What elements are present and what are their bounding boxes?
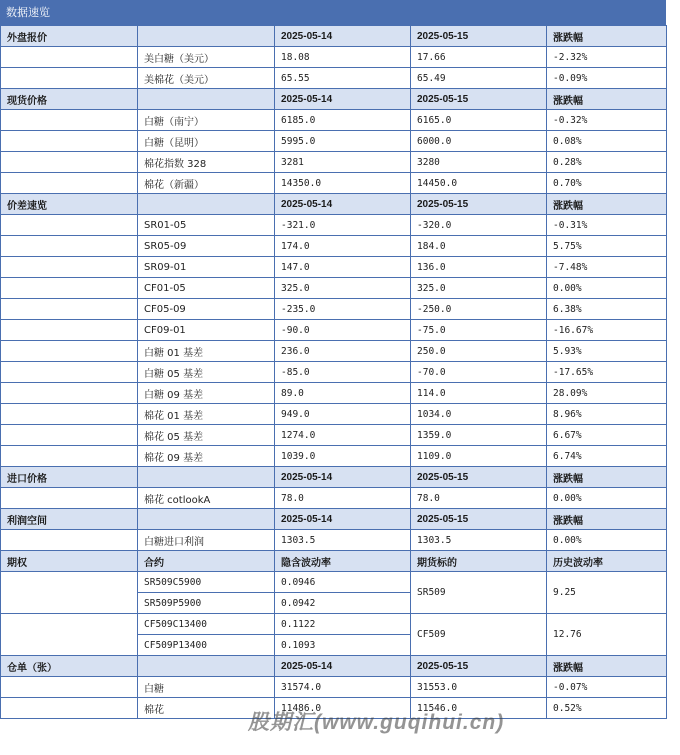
change-header: 涨跌幅 [547,656,667,677]
row-spacer [1,131,138,152]
value-day2: 6165.0 [411,110,547,131]
table-row [1,446,667,467]
change-value: 5.75% [547,236,667,257]
table-row [1,362,667,383]
item-name: 白糖（南宁） [138,110,275,131]
value-day1: 5995.0 [275,131,411,152]
item-name: SR01-05 [138,215,275,236]
item-name: 美白糖（美元） [138,47,275,68]
overseas-header-row [1,26,667,47]
change-value: -0.07% [547,677,667,698]
date-header: 2025-05-15 [411,89,547,110]
column-header: 历史波动率 [547,551,667,572]
section-label: 现货价格 [1,89,138,110]
table-row [1,278,667,299]
date-header: 2025-05-14 [275,89,411,110]
change-header: 涨跌幅 [547,509,667,530]
value-day1: -321.0 [275,215,411,236]
date-header: 2025-05-14 [275,26,411,47]
table-row [1,299,667,320]
row-spacer [1,173,138,194]
value-day1: 18.08 [275,47,411,68]
value-day1: 147.0 [275,257,411,278]
change-value: 5.93% [547,341,667,362]
option-contract: CF509C13400 [138,614,275,635]
value-day1: 31574.0 [275,677,411,698]
historical-volatility: 12.76 [547,614,667,656]
header-spacer [138,89,275,110]
row-spacer [1,446,138,467]
value-day2: 14450.0 [411,173,547,194]
option-contract: SR509P5900 [138,593,275,614]
change-value: -0.32% [547,110,667,131]
item-name: SR09-01 [138,257,275,278]
date-header: 2025-05-14 [275,509,411,530]
item-name: CF09-01 [138,320,275,341]
table-row [1,488,667,509]
row-spacer [1,677,138,698]
table-row [1,425,667,446]
value-day2: -75.0 [411,320,547,341]
section-label: 进口价格 [1,467,138,488]
item-name: 棉花指数 328 [138,152,275,173]
watermark: 股期汇(www.guqihui.cn) [248,711,505,734]
value-day1: 325.0 [275,278,411,299]
table-row [1,257,667,278]
value-day2: -70.0 [411,362,547,383]
change-value: -0.31% [547,215,667,236]
column-header: 期货标的 [411,551,547,572]
item-name: 白糖 09 基差 [138,383,275,404]
change-value: -17.65% [547,362,667,383]
table-row [1,404,667,425]
table-row [1,614,667,635]
value-day1: 1303.5 [275,530,411,551]
value-day1: -90.0 [275,320,411,341]
row-spacer [1,299,138,320]
item-name: 白糖 01 基差 [138,341,275,362]
row-spacer [1,530,138,551]
value-day2: 78.0 [411,488,547,509]
table-title: 数据速览 [0,0,666,25]
change-value: 0.00% [547,530,667,551]
table-row [1,152,667,173]
date-header: 2025-05-14 [275,467,411,488]
row-spacer [1,698,138,719]
item-name: 棉花（新疆） [138,173,275,194]
item-name: SR05-09 [138,236,275,257]
table-row [1,320,667,341]
value-day2: 6000.0 [411,131,547,152]
section-label: 外盘报价 [1,26,138,47]
value-day2: 1109.0 [411,446,547,467]
change-header: 涨跌幅 [547,194,667,215]
value-day1: -235.0 [275,299,411,320]
header-spacer [138,467,275,488]
value-day1: 6185.0 [275,110,411,131]
change-value: 6.38% [547,299,667,320]
change-header: 涨跌幅 [547,89,667,110]
date-header: 2025-05-15 [411,194,547,215]
warehouse-header-row [1,656,667,677]
item-name: 棉花 05 基差 [138,425,275,446]
row-spacer [1,68,138,89]
futures-underlying: CF509 [411,614,547,656]
header-spacer [138,509,275,530]
table-row [1,236,667,257]
section-label: 期权 [1,551,138,572]
change-value: 0.00% [547,488,667,509]
change-value: 0.52% [547,698,667,719]
column-header: 合约 [138,551,275,572]
item-name: 美棉花（美元） [138,68,275,89]
value-day2: -320.0 [411,215,547,236]
table-row [1,131,667,152]
row-spacer [1,404,138,425]
value-day1: 1039.0 [275,446,411,467]
options-header-row [1,551,667,572]
item-name: 棉花 [138,698,275,719]
change-value: -2.32% [547,47,667,68]
import-header-row [1,467,667,488]
change-value: -0.09% [547,68,667,89]
table-row [1,530,667,551]
item-name: 棉花 01 基差 [138,404,275,425]
table-row [1,110,667,131]
option-contract: SR509C5900 [138,572,275,593]
implied-volatility: 0.0942 [275,593,411,614]
change-value: 8.96% [547,404,667,425]
spread-header-row [1,194,667,215]
value-day2: 250.0 [411,341,547,362]
row-spacer [1,341,138,362]
change-value: 6.67% [547,425,667,446]
row-spacer [1,257,138,278]
value-day1: 236.0 [275,341,411,362]
change-value: 0.70% [547,173,667,194]
item-name: 白糖 [138,677,275,698]
change-header: 涨跌幅 [547,467,667,488]
value-day1: 1274.0 [275,425,411,446]
row-spacer [1,110,138,131]
item-name: 白糖 05 基差 [138,362,275,383]
value-day2: 31553.0 [411,677,547,698]
implied-volatility: 0.1093 [275,635,411,656]
change-value: -7.48% [547,257,667,278]
item-name: 棉花 09 基差 [138,446,275,467]
item-name: 白糖（昆明） [138,131,275,152]
change-value: 0.00% [547,278,667,299]
futures-underlying: SR509 [411,572,547,614]
table-row [1,215,667,236]
change-value: 6.74% [547,446,667,467]
value-day2: 1359.0 [411,425,547,446]
item-name: CF01-05 [138,278,275,299]
table-row [1,383,667,404]
row-spacer [1,383,138,404]
change-header: 涨跌幅 [547,26,667,47]
value-day1: 89.0 [275,383,411,404]
implied-volatility: 0.1122 [275,614,411,635]
section-label: 利润空间 [1,509,138,530]
value-day2: 11546.0 [411,698,547,719]
row-spacer [1,362,138,383]
value-day1: -85.0 [275,362,411,383]
header-spacer [138,656,275,677]
value-day2: 1034.0 [411,404,547,425]
table-row [1,677,667,698]
row-spacer [1,278,138,299]
value-day1: 65.55 [275,68,411,89]
row-spacer [1,215,138,236]
header-spacer [138,194,275,215]
table-row [1,47,667,68]
spot-header-row [1,89,667,110]
row-spacer [1,152,138,173]
historical-volatility: 9.25 [547,572,667,614]
value-day1: 949.0 [275,404,411,425]
date-header: 2025-05-15 [411,467,547,488]
column-header: 隐含波动率 [275,551,411,572]
row-spacer [1,425,138,446]
value-day2: 114.0 [411,383,547,404]
date-header: 2025-05-15 [411,26,547,47]
date-header: 2025-05-14 [275,656,411,677]
date-header: 2025-05-14 [275,194,411,215]
row-spacer [1,236,138,257]
date-header: 2025-05-15 [411,656,547,677]
row-spacer [1,572,138,614]
value-day2: -250.0 [411,299,547,320]
section-label: 仓单（张） [1,656,138,677]
change-value: 28.09% [547,383,667,404]
change-value: 0.08% [547,131,667,152]
value-day1: 3281 [275,152,411,173]
row-spacer [1,320,138,341]
value-day1: 174.0 [275,236,411,257]
value-day1: 11486.0 [275,698,411,719]
row-spacer [1,47,138,68]
table-row [1,68,667,89]
table-row [1,341,667,362]
item-name: 白糖进口利润 [138,530,275,551]
value-day2: 136.0 [411,257,547,278]
value-day1: 14350.0 [275,173,411,194]
item-name: 棉花 cotlookA [138,488,275,509]
date-header: 2025-05-15 [411,509,547,530]
profit-header-row [1,509,667,530]
value-day1: 78.0 [275,488,411,509]
implied-volatility: 0.0946 [275,572,411,593]
value-day2: 65.49 [411,68,547,89]
table-row [1,173,667,194]
section-label: 价差速览 [1,194,138,215]
value-day2: 184.0 [411,236,547,257]
row-spacer [1,614,138,656]
value-day2: 1303.5 [411,530,547,551]
value-day2: 325.0 [411,278,547,299]
data-overview-table [0,25,667,719]
item-name: CF05-09 [138,299,275,320]
value-day2: 3280 [411,152,547,173]
header-spacer [138,26,275,47]
value-day2: 17.66 [411,47,547,68]
row-spacer [1,488,138,509]
change-value: -16.67% [547,320,667,341]
change-value: 0.28% [547,152,667,173]
option-contract: CF509P13400 [138,635,275,656]
table-row [1,572,667,593]
